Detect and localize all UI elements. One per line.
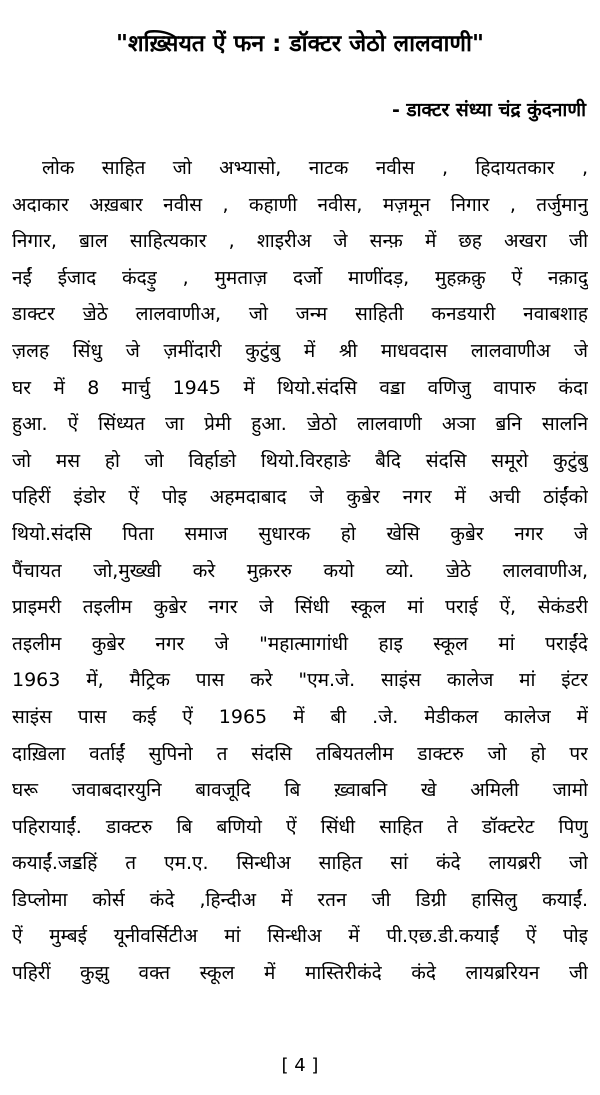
body-text: [12, 150, 588, 992]
author-byline: - डाक्टर संध्या चंद्र कुंदनाणी: [391, 99, 586, 121]
text-line: नईं ईजाद कंदड़ु , मुमताज़ दर्जो माणींदड़, मुहक़क़ु ऐं नक़ादु: [12, 266, 588, 289]
text-line: लोक साहित जो अभ्यासो, नाटक नवीस , हिदायतकार ,: [42, 157, 588, 179]
text-line: तइलीम कुॿेर नगर जे "महात्मागांधी हाइ स्कूल मां पराईंदे: [12, 632, 588, 655]
text-line: डाक्टर ॼेठे लालवाणीअ, जो जन्म साहिती कनडयारी नवाबशाह: [12, 303, 588, 326]
text-line: 1963 में, मैट्रिक पास करे "एम.जे. साइंस कालेज मां इंटर: [12, 669, 588, 692]
text-line: जो मस हो जो विर्हाङो थियो.विरहाङे बैदि संदसि समूरो कुटुंबु: [12, 449, 588, 472]
text-line: दाख़िला वर्ताईं सुपिनो त संदसि तबियतलीम डाक्टरु जो हो पर: [12, 742, 588, 765]
text-line: प्राइमरी तइलीम कुॿेर नगर जे सिंधी स्कूल मां पराई ऐं, सेकंडरी: [12, 596, 588, 619]
text-line: हुआ. ऐं सिंध्यत जा प्रेमी हुआ. ॼेठो लालवाणी अञा ॿनि सालनि: [12, 413, 588, 436]
page-number: [ 4 ]: [281, 1055, 319, 1076]
text-line: पहिरायाईं. डाक्टरु बि बणियो ऐं सिंधी साहित ते डॉक्टरेट पिणु: [12, 815, 588, 838]
text-line: अदाकार अख़बार नवीस , कहाणी नवीस, मज़मून निगार , तर्जुमानु: [12, 193, 588, 216]
text-line: थियो.संदसि पिता समाज सुधारक हो खेसि कुॿेर नगर जे: [12, 522, 588, 545]
text-line: कयाईं.जॾहिं त एम.ए. सिन्धीअ साहित सां कंदे लायब्ररी जो: [12, 852, 588, 875]
page-title: "शख़्सियत ऐं फन : डॉक्टर जेठो लालवाणी": [115, 31, 485, 57]
text-line: डिप्लोमा कोर्स कंदे ,हिन्दीअ में रतन जी डिग्री हासिलु कयाईं.: [12, 888, 588, 911]
text-line: साइंस पास कई ऐं 1965 में बी .जे. मेडीकल कालेज में: [12, 705, 588, 728]
text-line: निगार, ॿाल साहित्यकार , शाइरीअ जे सन्फ़ में छह अखरा जी: [12, 230, 588, 253]
text-line: पहिरीं कुझु वक्त स्कूल में मास्तिरीकंदे कंदे लायब्ररियन जी: [12, 962, 588, 985]
text-line: घर में 8 मार्चु 1945 में थियो.संदसि वॾा वणिजु वापारु कंदा: [12, 376, 588, 399]
text-line: घरू जवाबदारयुनि बावजूदि बि ख़्वाबनि खे अमिली जामो: [12, 779, 588, 802]
text-line: पैंचायत जो,मुख्खी करे मुक़ररु कयो व्यो. ॼेठे लालवाणीअ,: [12, 559, 588, 582]
text-line: ज़लह सिंधु जे ज़मींदारी कुटुंबु में श्री माधवदास लालवाणीअ जे: [12, 339, 588, 362]
text-line: ऐं मुम्बई यूनीवर्सिटीअ मां सिन्धीअ में पी.एछ.डी.कयाईं ऐं पोइ: [12, 925, 588, 948]
text-line: पहिरीं इंडोर ऐं पोइ अहमदाबाद जे कुॿेर नगर में अची ठांईंको: [12, 486, 588, 509]
